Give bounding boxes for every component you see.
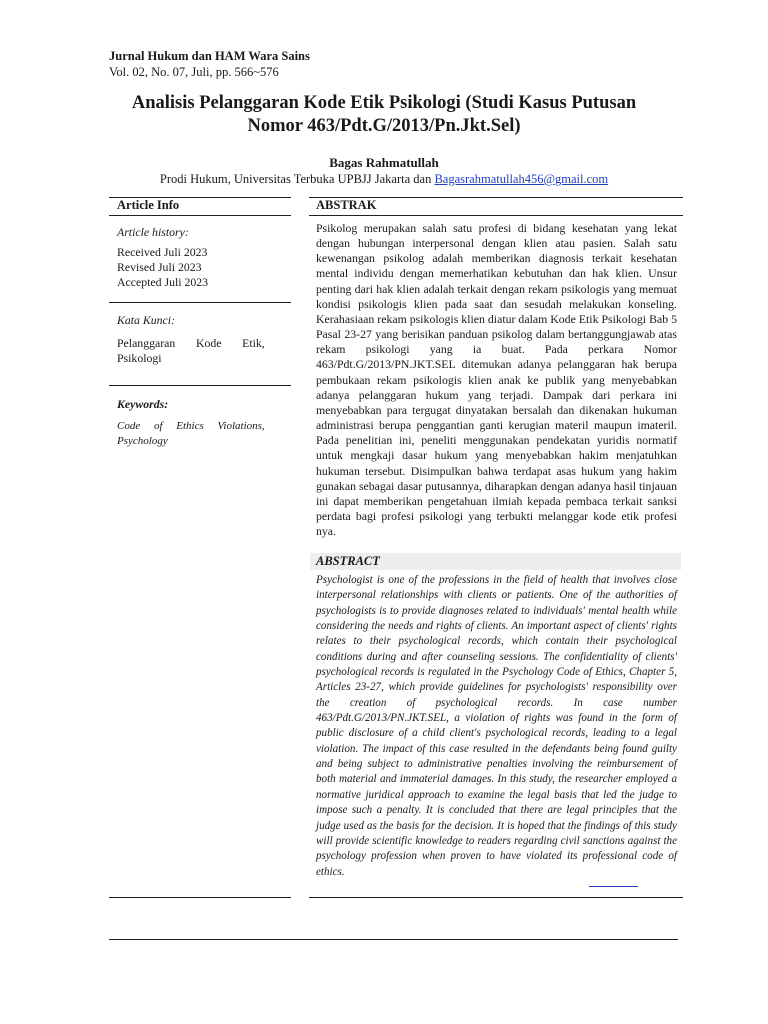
kata-kunci-section bbox=[117, 313, 283, 366]
left-col-bottom-rule bbox=[109, 897, 291, 898]
keywords-section bbox=[117, 397, 283, 449]
keywords-line-2: Psychology bbox=[117, 435, 168, 447]
article-info-heading-rule bbox=[109, 215, 291, 216]
revised-date: Revised Juli 2023 bbox=[117, 260, 202, 274]
journal-issue: Vol. 02, No. 07, Juli, pp. 566~576 bbox=[109, 65, 279, 79]
abstract-body: Psychologist is one of the professions in the field of health that involves close interpersonal relationships with clients or patients. One of the authorities of psychologists is to provide diagnoses related to individuals' mental health while considering the needs and rights of clients. An important aspect of clients' rights relates to their psychological records, which contain their psychological conditions during and after counseling sessions. The confidentiality of clients' psychological records is regulated in the Psychology Code of Ethics, Chapter 5, Articles 23-27, which provide guidelines for psychologists' responsibility over the creation of psychological records. In case number 463/Pdt.G/2013/PN.JKT.SEL, a violation of rights was found in the form of public disclosure of a child client's psychological records, leading to a legal violation. The impact of this case resulted in the defendants being found guilty and being subject to administrative penalties involving the reimbursement of both material and immaterial damages. In this study, the researcher employed a normative juridical approach to examine the legal basis that led the judge to impose such a penalty. It is concluded that there are legal principles that the judge used as the basis for the decision. It is hoped that the findings of this study will provide scientific knowledge to readers regarding civil sanctions against the psychology profession when proven to have violated its professional code of ethics. bbox=[316, 574, 677, 878]
paper-title bbox=[100, 92, 668, 138]
journal-name: Jurnal Hukum dan HAM Wara Sains bbox=[109, 49, 310, 63]
affiliation-text: Prodi Hukum, Universitas Terbuka UPBJJ Jakarta dan bbox=[159, 172, 435, 186]
article-info-heading: Article Info bbox=[117, 198, 180, 212]
history-bottom-rule bbox=[109, 302, 291, 303]
abstract-bottom-rule bbox=[309, 897, 683, 898]
author-name: Bagas Rahmatullah bbox=[329, 155, 439, 170]
footer-rule bbox=[109, 939, 678, 940]
keywords-label: Keywords: bbox=[117, 397, 169, 411]
title-line-1: Analisis Pelanggaran Kode Etik Psikologi (Studi Kasus Putusan bbox=[131, 93, 637, 113]
kata-kunci-bottom-rule bbox=[109, 385, 291, 386]
accepted-date: Accepted Juli 2023 bbox=[117, 275, 209, 289]
abstrak-heading-rule bbox=[309, 215, 683, 216]
abstrak-heading: ABSTRAK bbox=[316, 198, 377, 212]
kata-kunci-line-2: Psikologi bbox=[117, 351, 162, 365]
journal-header bbox=[109, 48, 310, 80]
title-line-2: Nomor 463/Pdt.G/2013/Pn.Jkt.Sel) bbox=[247, 116, 521, 136]
kata-kunci-label: Kata Kunci: bbox=[117, 313, 175, 327]
received-date: Received Juli 2023 bbox=[117, 245, 208, 259]
article-history bbox=[117, 225, 283, 290]
footnote-link-underline bbox=[589, 886, 638, 887]
author-email-link[interactable]: Bagasrahmatullah456@gmail.com bbox=[434, 172, 609, 186]
kata-kunci-line-1: Pelanggaran Kode Etik, bbox=[117, 336, 265, 350]
keywords-line-1: Code of Ethics Violations, bbox=[117, 420, 265, 432]
history-label: Article history: bbox=[117, 225, 189, 239]
author-affiliation bbox=[100, 172, 668, 187]
abstrak-body: Psikolog merupakan salah satu profesi di bidang kesehatan yang lekat dengan hubungan interpersonal dengan klien atau pasien. Salah satu kewenangan psikolog adalah memberikan diagnosis terkait kesehatan mental individu dengan memerhatikan kebutuhan dan hak klien. Unsur penting dari hak klien adalah terkait dengan rekam psikologis yang memuat kondisi psikologis klien pada saat dan sesudah melakukan konseling. Kerahasiaan rekam psikologis klien diatur dalam Kode Etik Psikologi Bab 5 Pasal 23-27 yang berisikan panduan psikolog dalam bertanggungjawab atas rekam psikologi yang ia buat. Pada perkara Nomor 463/Pdt.G/2013/PN.JKT.SEL ditemukan adanya pelanggaran hak berupa pembukaan rekam psikologis klien anak ke publik yang menyebabkan adanya pelanggaran hukum yang terjadi. Dampak dari perkara ini menyebabkan para tergugat dinyatakan bersalah dan dikenakan hukuman administrasi berupa penggantian ganti kerugian materil maupun imateril. Pada penelitian ini, peneliti menggunakan pendekatan yuridis normatif untuk mengkaji dasar hukum yang menyebabkan hakim menjatuhkan hukuman tersebut. Disimpulkan bahwa terdapat asas hukum yang hakim gunakan sebagai dasar putusannya, diharapkan dengan adanya hasil tinjauan ini dapat memberikan pengetahuan ilmiah kepada pembaca terkait sanksi perdata bagi profesi psikologi yang terbukti melanggar kode etik profesi nya. bbox=[316, 221, 677, 539]
abstract-heading: ABSTRACT bbox=[316, 554, 380, 568]
